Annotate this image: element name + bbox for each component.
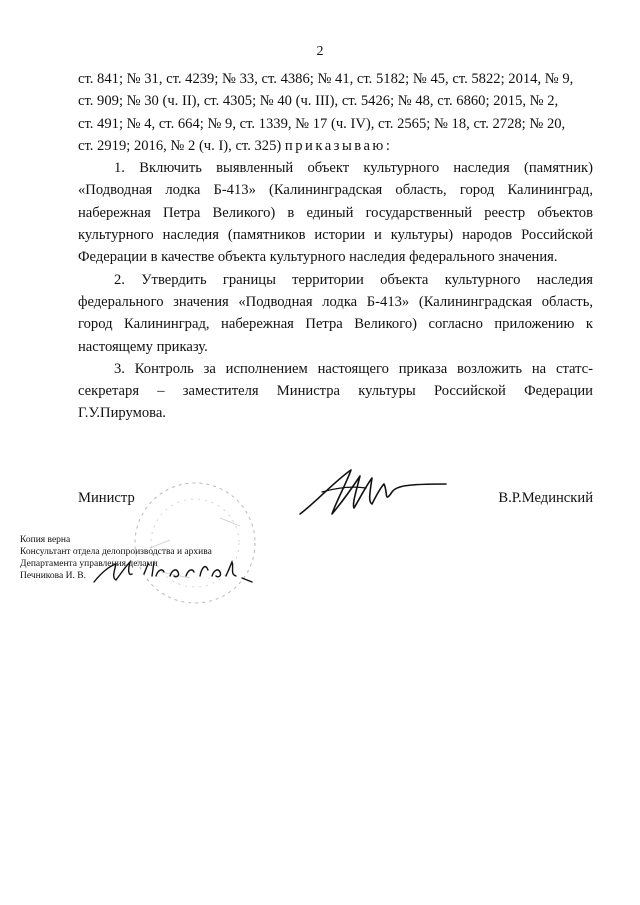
paragraph-1: 1. Включить выявленный объект культурного наследия (памятник) «Подводная лодка Б-413» (Калининградская область, город Калининград, набережная Петра Великого) в единый государственный реестр объектов культурного наследия (памятников истории и культуры) народов Российской Федерации в качестве объекта культурного наследия федерального значения. [78,160,593,266]
department-line: Департамента управления делами [20,559,158,569]
certifier-name: Печникова И. В. [20,571,86,581]
certifier-signature-and-date [92,552,262,592]
paragraph-0-line-4 [78,135,593,157]
paragraph-3: 3. Контроль за исполнением настоящего приказа возложить на статс-секретаря – заместителя Министра культуры Российской Федерации Г.У.Пирумова. [78,360,593,422]
signatory-position: Министр [78,490,135,506]
consultant-line: Консультант отдела делопроизводства и архива [20,547,212,557]
paragraph-2: 2. Утвердить границы территории объекта культурного наследия федерального значения «Подводная лодка Б-413» (Калининградская область, город Калининград, набережная Петра Великого) согласно приложению к настоящему приказу. [78,271,593,355]
copy-true-label: Копия верна [20,535,71,545]
minister-signature [296,462,456,522]
order-body [78,68,593,425]
paragraph-0-line-2: ст. 909; № 30 (ч. II), ст. 4305; № 40 (ч. III), ст. 5426; № 48, ст. 6860; 2015, № 2, [78,93,559,110]
order-command: приказываю: [284,137,393,154]
paragraph-0-line-1: ст. 841; № 31, ст. 4239; № 33, ст. 4386; № 41, ст. 5182; № 45, ст. 5822; 2014, № 9, [78,71,574,87]
paragraph-0-prefix: ст. 2919; 2016, № 2 (ч. I), ст. 325) [78,137,282,154]
page-number: 2 [316,44,324,59]
signatory-name: В.Р.Мединский [498,490,593,506]
paragraph-0-line-3: ст. 491; № 4, ст. 664; № 9, ст. 1339, № 17 (ч. IV), ст. 2565; № 18, ст. 2728; № 20, [78,115,566,132]
